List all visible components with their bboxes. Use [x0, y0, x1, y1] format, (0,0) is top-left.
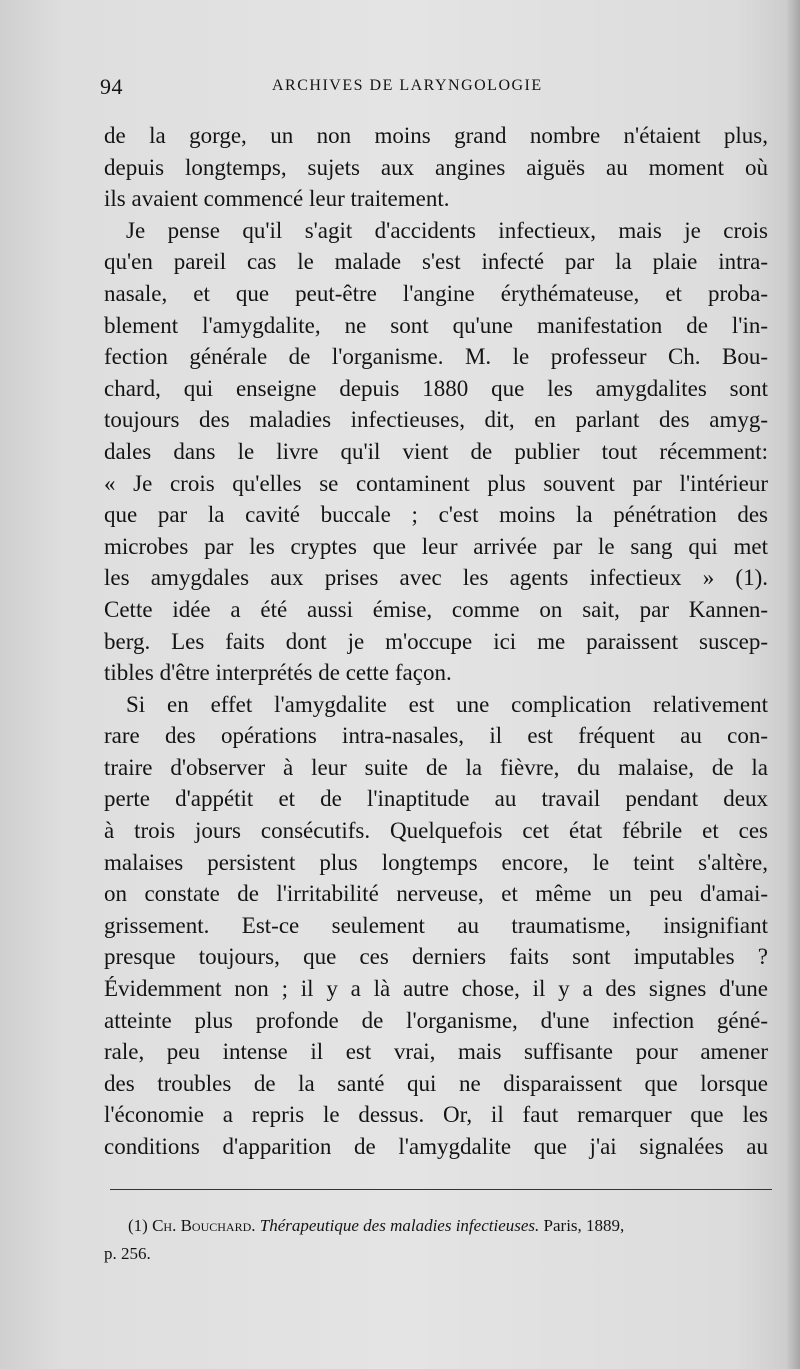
- text-line: rare des opérations intra-nasales, il est fréquent au con-: [104, 723, 768, 749]
- text-line: de la gorge, un non moins grand nombre n'étaient plus,: [104, 123, 768, 148]
- text-line: les amygdales aux prises avec les agents infectieux » (1).: [104, 565, 768, 591]
- text-line: ils avaient commencé leur traitement.: [104, 186, 450, 212]
- text-line: Si en effet l'amygdalite est une complication relativement: [126, 691, 768, 717]
- text-line: traire d'observer à leur suite de la fièvre, du malaise, de la: [104, 754, 768, 780]
- footnote-line-2: [104, 1240, 778, 1268]
- text-line: à trois jours consécutifs. Quelquefois cet état fébrile et ces: [104, 818, 768, 844]
- text-line: des troubles de la santé qui ne disparaissent que lorsque: [104, 1070, 768, 1096]
- running-title: ARCHIVES DE LARYNGOLOGIE: [272, 77, 543, 94]
- text-line: chard, qui enseigne depuis 1880 que les amygdalites sont: [104, 375, 768, 401]
- page-header: [100, 74, 710, 104]
- footnote-ref: (1): [128, 1216, 148, 1235]
- footnote-title: Thérapeutique des maladies infectieuses.: [259, 1216, 540, 1235]
- text-line: depuis longtemps, sujets aux angines aiguës au moment où: [104, 154, 768, 180]
- text-line: perte d'appétit et de l'inaptitude au travail pendant deux: [104, 786, 768, 812]
- text-line: rale, peu intense il est vrai, mais suffisante pour amener: [104, 1039, 768, 1065]
- text-line: conditions d'apparition de l'amygdalite que j'ai signalées au: [104, 1134, 768, 1159]
- text-line: blement l'amygdalite, ne sont qu'une manifestation de l'in-: [104, 312, 768, 338]
- footnote-page: p. 256.: [104, 1244, 151, 1263]
- text-line: que par la cavité buccale ; c'est moins la pénétration des: [104, 502, 768, 528]
- text-line: nasale, et que peut-être l'angine érythémateuse, et proba-: [104, 280, 768, 306]
- text-line: grissement. Est-ce seulement au traumatisme, insignifiant: [104, 912, 768, 938]
- text-line: toujours des maladies infectieuses, dit, en parlant des amyg-: [104, 407, 768, 433]
- footnote-divider: [110, 1189, 772, 1190]
- footnote-author: Ch. Bouchard.: [152, 1216, 256, 1235]
- footnote-line-1: [104, 1212, 778, 1240]
- text-line: fection générale de l'organisme. M. le professeur Ch. Bou-: [104, 344, 768, 370]
- text-line: l'économie a repris le dessus. Or, il faut remarquer que les: [104, 1102, 768, 1128]
- text-line: on constate de l'irritabilité nerveuse, et même un peu d'amai-: [104, 881, 768, 907]
- text-line: berg. Les faits dont je m'occupe ici me paraissent suscep-: [104, 628, 768, 654]
- text-line: atteinte plus profonde de l'organisme, d'une infection géné-: [104, 1007, 768, 1033]
- text-line: qu'en pareil cas le malade s'est infecté par la plaie intra-: [104, 249, 768, 275]
- footnote-place-year: Paris, 1889,: [543, 1216, 625, 1235]
- body-text: [104, 120, 768, 1163]
- text-line: dales dans le livre qu'il vient de publier tout récemment:: [104, 438, 768, 464]
- page-edge-shadow: [786, 0, 800, 1369]
- text-line: microbes par les cryptes que leur arrivée par le sang qui met: [104, 533, 768, 559]
- text-line: tibles d'être interprétés de cette façon.: [104, 660, 452, 686]
- footnote: [104, 1212, 778, 1268]
- text-line: « Je crois qu'elles se contaminent plus souvent par l'intérieur: [104, 470, 768, 496]
- text-line: presque toujours, que ces derniers faits sont imputables ?: [104, 944, 768, 970]
- page-number: 94: [100, 74, 123, 99]
- text-line: Évidemment non ; il y a là autre chose, il y a des signes d'une: [104, 976, 768, 1002]
- text-line: Je pense qu'il s'agit d'accidents infectieux, mais je crois: [126, 217, 768, 243]
- text-line: malaises persistent plus longtemps encore, le teint s'altère,: [104, 849, 768, 875]
- text-line: Cette idée a été aussi émise, comme on sait, par Kannen-: [104, 596, 768, 622]
